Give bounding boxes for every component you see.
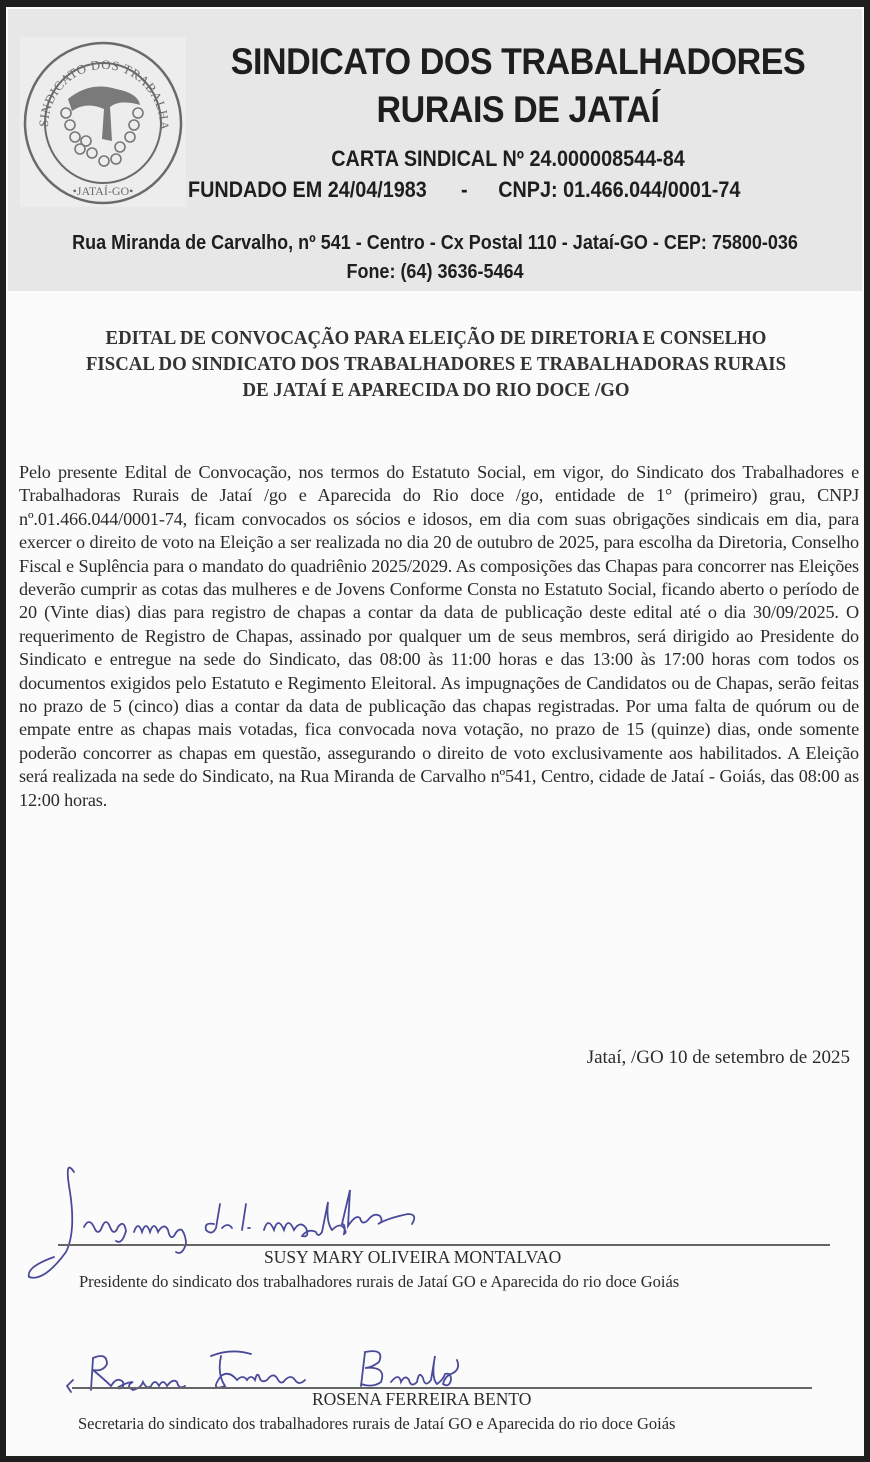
edital-title [60,325,812,403]
secretary-name: ROSENA FERREIRA BENTO [312,1389,532,1409]
union-letterhead [8,9,862,291]
edital-title-line1: EDITAL DE CONVOCAÇÃO PARA ELEIÇÃO DE DIRETORIA E CONSELHO [105,327,767,349]
founding-cnpj-row [188,177,782,203]
union-phone: Fone: (64) 3636-5464 [346,261,524,283]
union-name-line1: SINDICATO DOS TRABALHADORES [230,41,806,82]
seal-graphic [20,37,186,207]
signature-line-president [58,1244,830,1246]
separator: - [460,177,468,202]
union-seal-logo [20,37,186,207]
svg-text:•JATAÍ-GO•: •JATAÍ-GO• [72,184,134,198]
union-name-line2: RURAIS DE JATAÍ [376,89,660,130]
svg-text:SINDICATO DOS TRABALHADORES RU: SINDICATO DOS TRABALHA [35,56,173,131]
union-address: Rua Miranda de Carvalho, nº 541 - Centro - Cx Postal 110 - Jataí-GO - CEP: 75800-036 [72,232,798,254]
edital-title-line3: DE JATAÍ E APARECIDA DO RIO DOCE /GO [242,379,630,401]
edital-title-line2: FISCAL DO SINDICATO DOS TRABALHADORES E TRABALHADORAS RURAIS [85,353,787,375]
edital-body: Pelo presente Edital de Convocação, nos termos do Estatuto Social, em vigor, do Sindicato dos Trabalhadores e Trabalhadoras Rurais de Jataí /go e Aparecida do Rio doce /go, entidade de 1° (primeiro) grau, CNPJ nº.01.466.044/0001-74, ficam convocados os sócios e idosos, em dia com suas obrigações sindicais em dia, para exercer o direito de voto na Eleição a ser realizada no dia 20 de outubro de 2025, para escolha da Diretoria, Conselho Fiscal e Suplência para o mandato do quadriênio 2025/2029. As composições das Chapas para concorrer nas Eleições deverão cumprir as cotas das mulheres e de Jovens Conforme Consta no Estatuto Social, ficando aberto o período de 20 (Vinte dias) dias para registro de chapas a contar da data de publicação deste edital até o dia 30/09/2025. O requerimento de Registro de Chapas, assinado por qualquer um de seus membros, será dirigido ao Presidente do Sindicato e entregue na sede do Sindicato, das 08:00 às 11:00 horas e das 13:00 às 17:00 horas com todos os documentos exigidos pelo Estatuto e Regimento Eleitoral. As impugnações de Candidatos ou de Chapas, serão feitas no prazo de 5 (cinco) dias a contar da data de publicação das chapas registradas. Por uma falta de quórum ou de empate entre as chapas mais votadas, fica convocada nova votação, no prazo de 15 (quinze) dias, onde somente poderão concorrer as chapas em questão, assegurando o direito de voto exclusivamente aos habilitados. A Eleição será realizada na sede do Sindicato, na Rua Miranda de Carvalho nº541, Centro, cidade de Jataí - Goiás, das 08:00 as 12:00 horas. [19,462,859,810]
president-name: SUSY MARY OLIVEIRA MONTALVAO [264,1247,562,1267]
secretary-role: Secretaria do sindicato dos trabalhadores rurais de Jataí GO e Aparecida do rio doce Goiás [78,1414,676,1433]
cnpj: CNPJ: 01.466.044/0001-74 [498,177,741,202]
carta-sindical: CARTA SINDICAL Nº 24.000008544-84 [331,146,685,171]
founding-date: FUNDADO EM 24/04/1983 [188,177,427,202]
president-role: Presidente do sindicato dos trabalhadores rurais de Jataí GO e Aparecida do rio doce Goiás [79,1272,680,1291]
dateline: Jataí, /GO 10 de setembro de 2025 [586,1047,850,1068]
